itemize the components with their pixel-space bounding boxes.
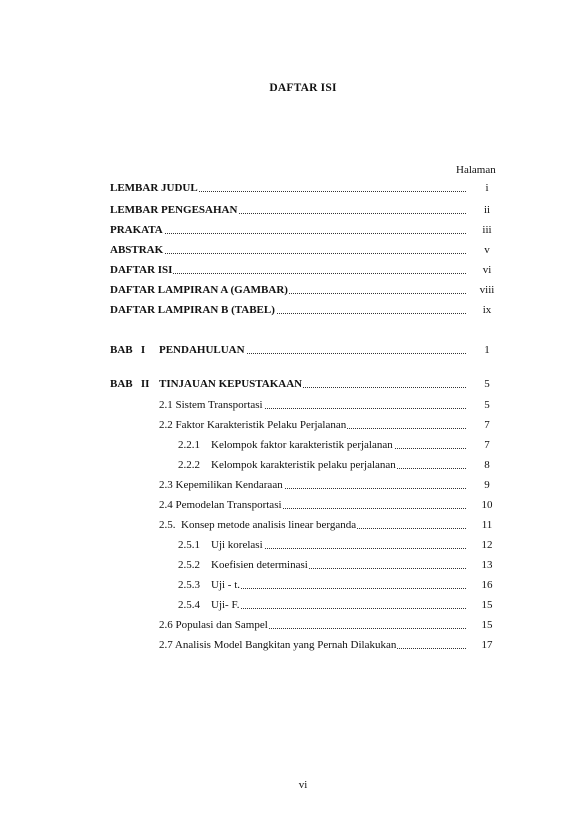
toc-page-number: v xyxy=(484,244,490,256)
toc-page-number: 9 xyxy=(484,479,490,491)
page-title: DAFTAR ISI xyxy=(269,82,337,94)
toc-page-number: viii xyxy=(479,284,495,296)
toc-label: DAFTAR LAMPIRAN A (GAMBAR) xyxy=(110,284,288,296)
toc-label: TINJAUAN KEPUSTAKAAN xyxy=(159,378,303,390)
toc-row-daftar-lampiran-b[interactable] xyxy=(110,302,502,318)
toc-label: 2.2 Faktor Karakteristik Pelaku Perjalanan xyxy=(159,419,347,431)
toc-label: ABSTRAK xyxy=(110,244,164,256)
toc-label: 2.6 Populasi dan Sampel xyxy=(159,619,268,631)
toc-row-2-5-4[interactable] xyxy=(110,597,502,613)
toc-row-bab-2[interactable] xyxy=(110,376,502,392)
toc-row-2-3[interactable] xyxy=(110,477,502,493)
toc-row-daftar-isi[interactable] xyxy=(110,262,502,278)
toc-label: 2.5.3 Uji - t. xyxy=(178,579,241,591)
toc-page-number: 11 xyxy=(481,519,493,531)
chapter-number: BAB II xyxy=(110,378,150,390)
toc-page-number: 15 xyxy=(481,619,493,631)
footer-page-number: vi xyxy=(298,779,308,791)
toc-label: LEMBAR PENGESAHAN xyxy=(110,204,238,216)
toc-label: PENDAHULUAN xyxy=(159,344,245,356)
toc-label: 2.3 Kepemilikan Kendaraan xyxy=(159,479,283,491)
toc-row-2-2-2[interactable] xyxy=(110,457,502,473)
toc-page-number: 5 xyxy=(484,378,490,390)
toc-row-lembar-pengesahan[interactable] xyxy=(110,202,502,218)
toc-row-2-7[interactable] xyxy=(110,637,502,653)
toc-row-2-2-1[interactable] xyxy=(110,437,502,453)
toc-label: 2.2.2 Kelompok karakteristik pelaku perjalanan xyxy=(178,459,396,471)
toc-row-lembar-judul[interactable] xyxy=(110,180,502,196)
toc-page-number: i xyxy=(485,182,489,194)
toc-row-2-2[interactable] xyxy=(110,417,502,433)
toc-page-number: 8 xyxy=(484,459,490,471)
toc-row-2-5-1[interactable] xyxy=(110,537,502,553)
toc-page-number: 5 xyxy=(484,399,490,411)
toc-row-2-5-3[interactable] xyxy=(110,577,502,593)
toc-page-number: vi xyxy=(482,264,492,276)
toc-page-number: 7 xyxy=(484,419,490,431)
toc-label: 2.2.1 Kelompok faktor karakteristik perjalanan xyxy=(178,439,393,451)
toc-label: DAFTAR LAMPIRAN B (TABEL) xyxy=(110,304,275,316)
toc-label: 2.5.2 Koefisien determinasi xyxy=(178,559,308,571)
toc-label: 2.5.1 Uji korelasi xyxy=(178,539,263,551)
toc-row-2-5[interactable] xyxy=(110,517,502,533)
toc-row-2-6[interactable] xyxy=(110,617,502,633)
toc-label: 2.7 Analisis Model Bangkitan yang Pernah Dilakukan xyxy=(159,639,397,651)
toc-page-number: ix xyxy=(482,304,492,316)
toc-label: 2.5.4 Uji- F. xyxy=(178,599,240,611)
toc-row-prakata[interactable] xyxy=(110,222,502,238)
toc-row-2-5-2[interactable] xyxy=(110,557,502,573)
toc-row-bab-1[interactable] xyxy=(110,342,502,358)
toc-label: DAFTAR ISI xyxy=(110,264,173,276)
toc-page-number: 7 xyxy=(484,439,490,451)
toc-row-2-4[interactable] xyxy=(110,497,502,513)
toc-label: 2.1 Sistem Transportasi xyxy=(159,399,263,411)
toc-row-abstrak[interactable] xyxy=(110,242,502,258)
toc-label: 2.4 Pemodelan Transportasi xyxy=(159,499,282,511)
toc-label: 2.5. Konsep metode analisis linear berganda xyxy=(159,519,357,531)
toc-page-number: 13 xyxy=(481,559,493,571)
toc-page-number: 15 xyxy=(481,599,493,611)
toc-page-number: 17 xyxy=(481,639,493,651)
halaman-heading: Halaman xyxy=(456,164,496,176)
toc-page-number: iii xyxy=(482,224,492,236)
toc-page-number: 1 xyxy=(484,344,490,356)
toc-page-number: 12 xyxy=(481,539,493,551)
toc-page-number: 10 xyxy=(481,499,493,511)
toc-row-daftar-lampiran-a[interactable] xyxy=(110,282,502,298)
toc-page-number: ii xyxy=(483,204,491,216)
chapter-number: BAB I xyxy=(110,344,146,356)
toc-page-number: 16 xyxy=(481,579,493,591)
toc-row-2-1[interactable] xyxy=(110,397,502,413)
toc-label: PRAKATA xyxy=(110,224,163,236)
toc-label: LEMBAR JUDUL xyxy=(110,182,198,194)
